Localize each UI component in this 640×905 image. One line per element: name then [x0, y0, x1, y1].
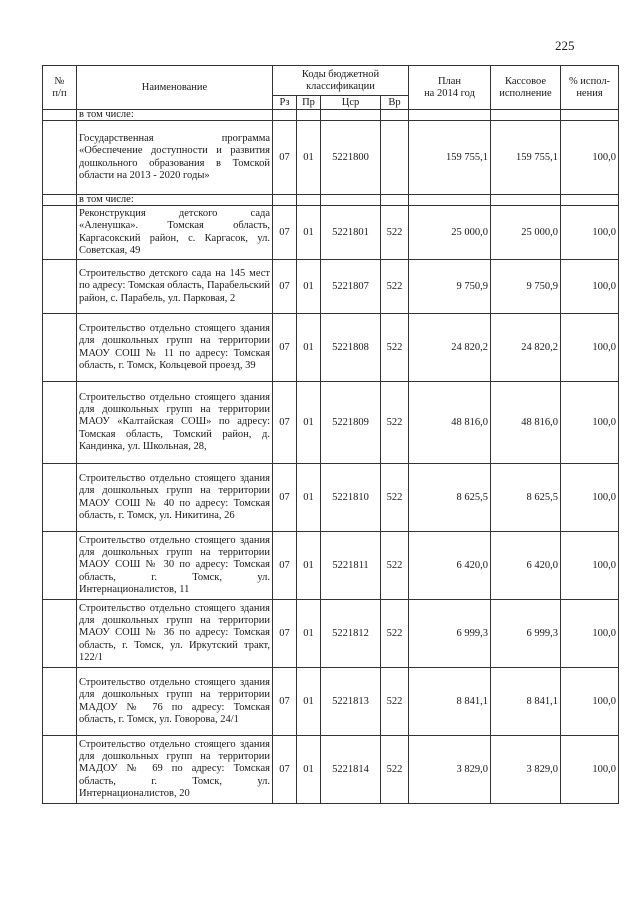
cell-vr: 522 — [381, 314, 409, 382]
cell-plan: 159 755,1 — [409, 121, 491, 195]
cell-vr: 522 — [381, 206, 409, 260]
cell-csr — [321, 110, 381, 121]
header-plan-label: План на 2014 год — [424, 75, 475, 99]
cell-cash: 8 841,1 — [491, 668, 561, 736]
cell-rz: 07 — [273, 736, 297, 804]
cell-name: Строительство детского сада на 145 мест по адресу: Томская область, Парабельский район, с. Парабель, ул. Парковая, 2 — [77, 260, 273, 314]
cell-plan: 48 816,0 — [409, 382, 491, 464]
cell-rz — [273, 195, 297, 206]
cell-cash: 9 750,9 — [491, 260, 561, 314]
cell-vr — [381, 121, 409, 195]
table-row — [43, 464, 619, 532]
cell-name: Государственная программа «Обеспечение доступности и развития дошкольного образования в Томской области на 2013 - 2020 годы» — [77, 121, 273, 195]
header-rz: Рз — [273, 96, 297, 110]
cell-pct: 100,0 — [561, 668, 619, 736]
cell-num — [43, 600, 77, 668]
cell-csr: 5221809 — [321, 382, 381, 464]
cell-rz: 07 — [273, 668, 297, 736]
table-row — [43, 260, 619, 314]
cell-pct: 100,0 — [561, 314, 619, 382]
table-body — [43, 110, 619, 804]
cell-vr: 522 — [381, 532, 409, 600]
header-pct-label: % испол- нения — [568, 75, 611, 99]
cell-name: Строительство отдельно стоящего здания для дошкольных групп на территории МАОУ СОШ № 36 по адресу: Томская область, г. Томск, ул. Иркутский тракт, 122/1 — [77, 600, 273, 668]
cell-name: Строительство отдельно стоящего здания для дошкольных групп на территории МАДОУ № 69 по адресу: Томская область, г. Томск, ул. Интернационалистов, 20 — [77, 736, 273, 804]
cell-pct: 100,0 — [561, 206, 619, 260]
cell-vr: 522 — [381, 600, 409, 668]
cell-csr: 5221801 — [321, 206, 381, 260]
cell-cash: 8 625,5 — [491, 464, 561, 532]
cell-name: Строительство отдельно стоящего здания для дошкольных групп на территории МАДОУ № 76 по адресу: Томская область, г. Томск, ул. Говорова, 24/1 — [77, 668, 273, 736]
cell-rz: 07 — [273, 532, 297, 600]
header-plan — [409, 66, 491, 110]
cell-vr — [381, 110, 409, 121]
page-number: 225 — [555, 38, 575, 53]
header-name-label: Наименование — [141, 81, 208, 93]
cell-rz — [273, 110, 297, 121]
cell-pr: 01 — [297, 668, 321, 736]
table-row — [43, 382, 619, 464]
cell-vr: 522 — [381, 736, 409, 804]
cell-cash: 6 999,3 — [491, 600, 561, 668]
cell-csr: 5221808 — [321, 314, 381, 382]
cell-num — [43, 206, 77, 260]
cell-pr: 01 — [297, 600, 321, 668]
header-name — [77, 66, 273, 110]
cell-num — [43, 532, 77, 600]
cell-name: в том числе: — [77, 195, 273, 206]
cell-name: Строительство отдельно стоящего здания для дошкольных групп на территории МАОУ СОШ № 11 по адресу: Томская область, г. Томск, Кольцевой проезд, 39 — [77, 314, 273, 382]
cell-pct: 100,0 — [561, 260, 619, 314]
cell-cash: 24 820,2 — [491, 314, 561, 382]
table-row — [43, 600, 619, 668]
table-row — [43, 314, 619, 382]
cell-pr: 01 — [297, 121, 321, 195]
header-csr: Цср — [321, 96, 381, 110]
table-row-subheading — [43, 195, 619, 206]
table-row — [43, 532, 619, 600]
cell-plan: 6 999,3 — [409, 600, 491, 668]
cell-vr: 522 — [381, 668, 409, 736]
cell-vr: 522 — [381, 464, 409, 532]
cell-vr: 522 — [381, 260, 409, 314]
cell-name: Строительство отдельно стоящего здания для дошкольных групп на территории МАОУ СОШ № 30 по адресу: Томская область, г. Томск, ул. Интернационалистов, 11 — [77, 532, 273, 600]
table-row — [43, 668, 619, 736]
cell-rz: 07 — [273, 260, 297, 314]
cell-pr: 01 — [297, 532, 321, 600]
cell-pct: 100,0 — [561, 600, 619, 668]
cell-rz: 07 — [273, 382, 297, 464]
cell-num — [43, 110, 77, 121]
cell-num — [43, 736, 77, 804]
cell-pct — [561, 110, 619, 121]
cell-csr: 5221812 — [321, 600, 381, 668]
cell-pct: 100,0 — [561, 464, 619, 532]
header-pr: Пр — [297, 96, 321, 110]
cell-num — [43, 314, 77, 382]
table-row — [43, 121, 619, 195]
cell-csr: 5221800 — [321, 121, 381, 195]
header-num — [43, 66, 77, 110]
table-row — [43, 206, 619, 260]
header-codes-label: Коды бюджетной классификации — [301, 68, 380, 92]
cell-rz: 07 — [273, 206, 297, 260]
cell-pr: 01 — [297, 736, 321, 804]
cell-num — [43, 121, 77, 195]
cell-plan: 24 820,2 — [409, 314, 491, 382]
header-row — [43, 66, 619, 96]
budget-table — [42, 65, 619, 804]
cell-plan — [409, 195, 491, 206]
cell-pr: 01 — [297, 314, 321, 382]
cell-rz: 07 — [273, 464, 297, 532]
cell-num — [43, 260, 77, 314]
cell-rz: 07 — [273, 314, 297, 382]
cell-name: в том числе: — [77, 110, 273, 121]
cell-plan: 8 625,5 — [409, 464, 491, 532]
cell-plan: 8 841,1 — [409, 668, 491, 736]
cell-plan: 9 750,9 — [409, 260, 491, 314]
header-codes — [273, 66, 409, 96]
cell-pr — [297, 110, 321, 121]
cell-pct — [561, 195, 619, 206]
cell-csr: 5221811 — [321, 532, 381, 600]
cell-csr: 5221807 — [321, 260, 381, 314]
cell-cash: 48 816,0 — [491, 382, 561, 464]
cell-pct: 100,0 — [561, 532, 619, 600]
cell-num — [43, 195, 77, 206]
cell-pct: 100,0 — [561, 121, 619, 195]
cell-csr: 5221813 — [321, 668, 381, 736]
header-vr: Вр — [381, 96, 409, 110]
cell-pr — [297, 195, 321, 206]
cell-name: Реконструкция детского сада «Аленушка». Томская область, Каргасокский район, с. Каргасок, ул. Советская, 49 — [77, 206, 273, 260]
cell-pr: 01 — [297, 206, 321, 260]
table-row-subheading — [43, 110, 619, 121]
header-pct — [561, 66, 619, 110]
cell-vr: 522 — [381, 382, 409, 464]
cell-vr — [381, 195, 409, 206]
cell-cash: 159 755,1 — [491, 121, 561, 195]
cell-plan — [409, 110, 491, 121]
cell-num — [43, 382, 77, 464]
cell-cash: 6 420,0 — [491, 532, 561, 600]
header-num-label: № п/п — [52, 75, 67, 99]
cell-csr: 5221810 — [321, 464, 381, 532]
cell-cash — [491, 110, 561, 121]
header-cash — [491, 66, 561, 110]
cell-pr: 01 — [297, 464, 321, 532]
cell-num — [43, 464, 77, 532]
cell-csr — [321, 195, 381, 206]
cell-num — [43, 668, 77, 736]
cell-cash: 25 000,0 — [491, 206, 561, 260]
header-cash-label: Кассовое исполнение — [499, 75, 552, 99]
cell-plan: 6 420,0 — [409, 532, 491, 600]
cell-csr: 5221814 — [321, 736, 381, 804]
table-row — [43, 736, 619, 804]
cell-rz: 07 — [273, 600, 297, 668]
cell-pr: 01 — [297, 382, 321, 464]
cell-plan: 25 000,0 — [409, 206, 491, 260]
cell-rz: 07 — [273, 121, 297, 195]
cell-pct: 100,0 — [561, 736, 619, 804]
cell-cash — [491, 195, 561, 206]
cell-pr: 01 — [297, 260, 321, 314]
cell-plan: 3 829,0 — [409, 736, 491, 804]
cell-pct: 100,0 — [561, 382, 619, 464]
cell-cash: 3 829,0 — [491, 736, 561, 804]
cell-name: Строительство отдельно стоящего здания для дошкольных групп на территории МАОУ СОШ № 40 по адресу: Томская область, г. Томск, ул. Никитина, 26 — [77, 464, 273, 532]
cell-name: Строительство отдельно стоящего здания для дошкольных групп на территории МАОУ «Калтайская СОШ» по адресу: Томская область, Томский район, д. Кандинка, ул. Школьная, 28, — [77, 382, 273, 464]
